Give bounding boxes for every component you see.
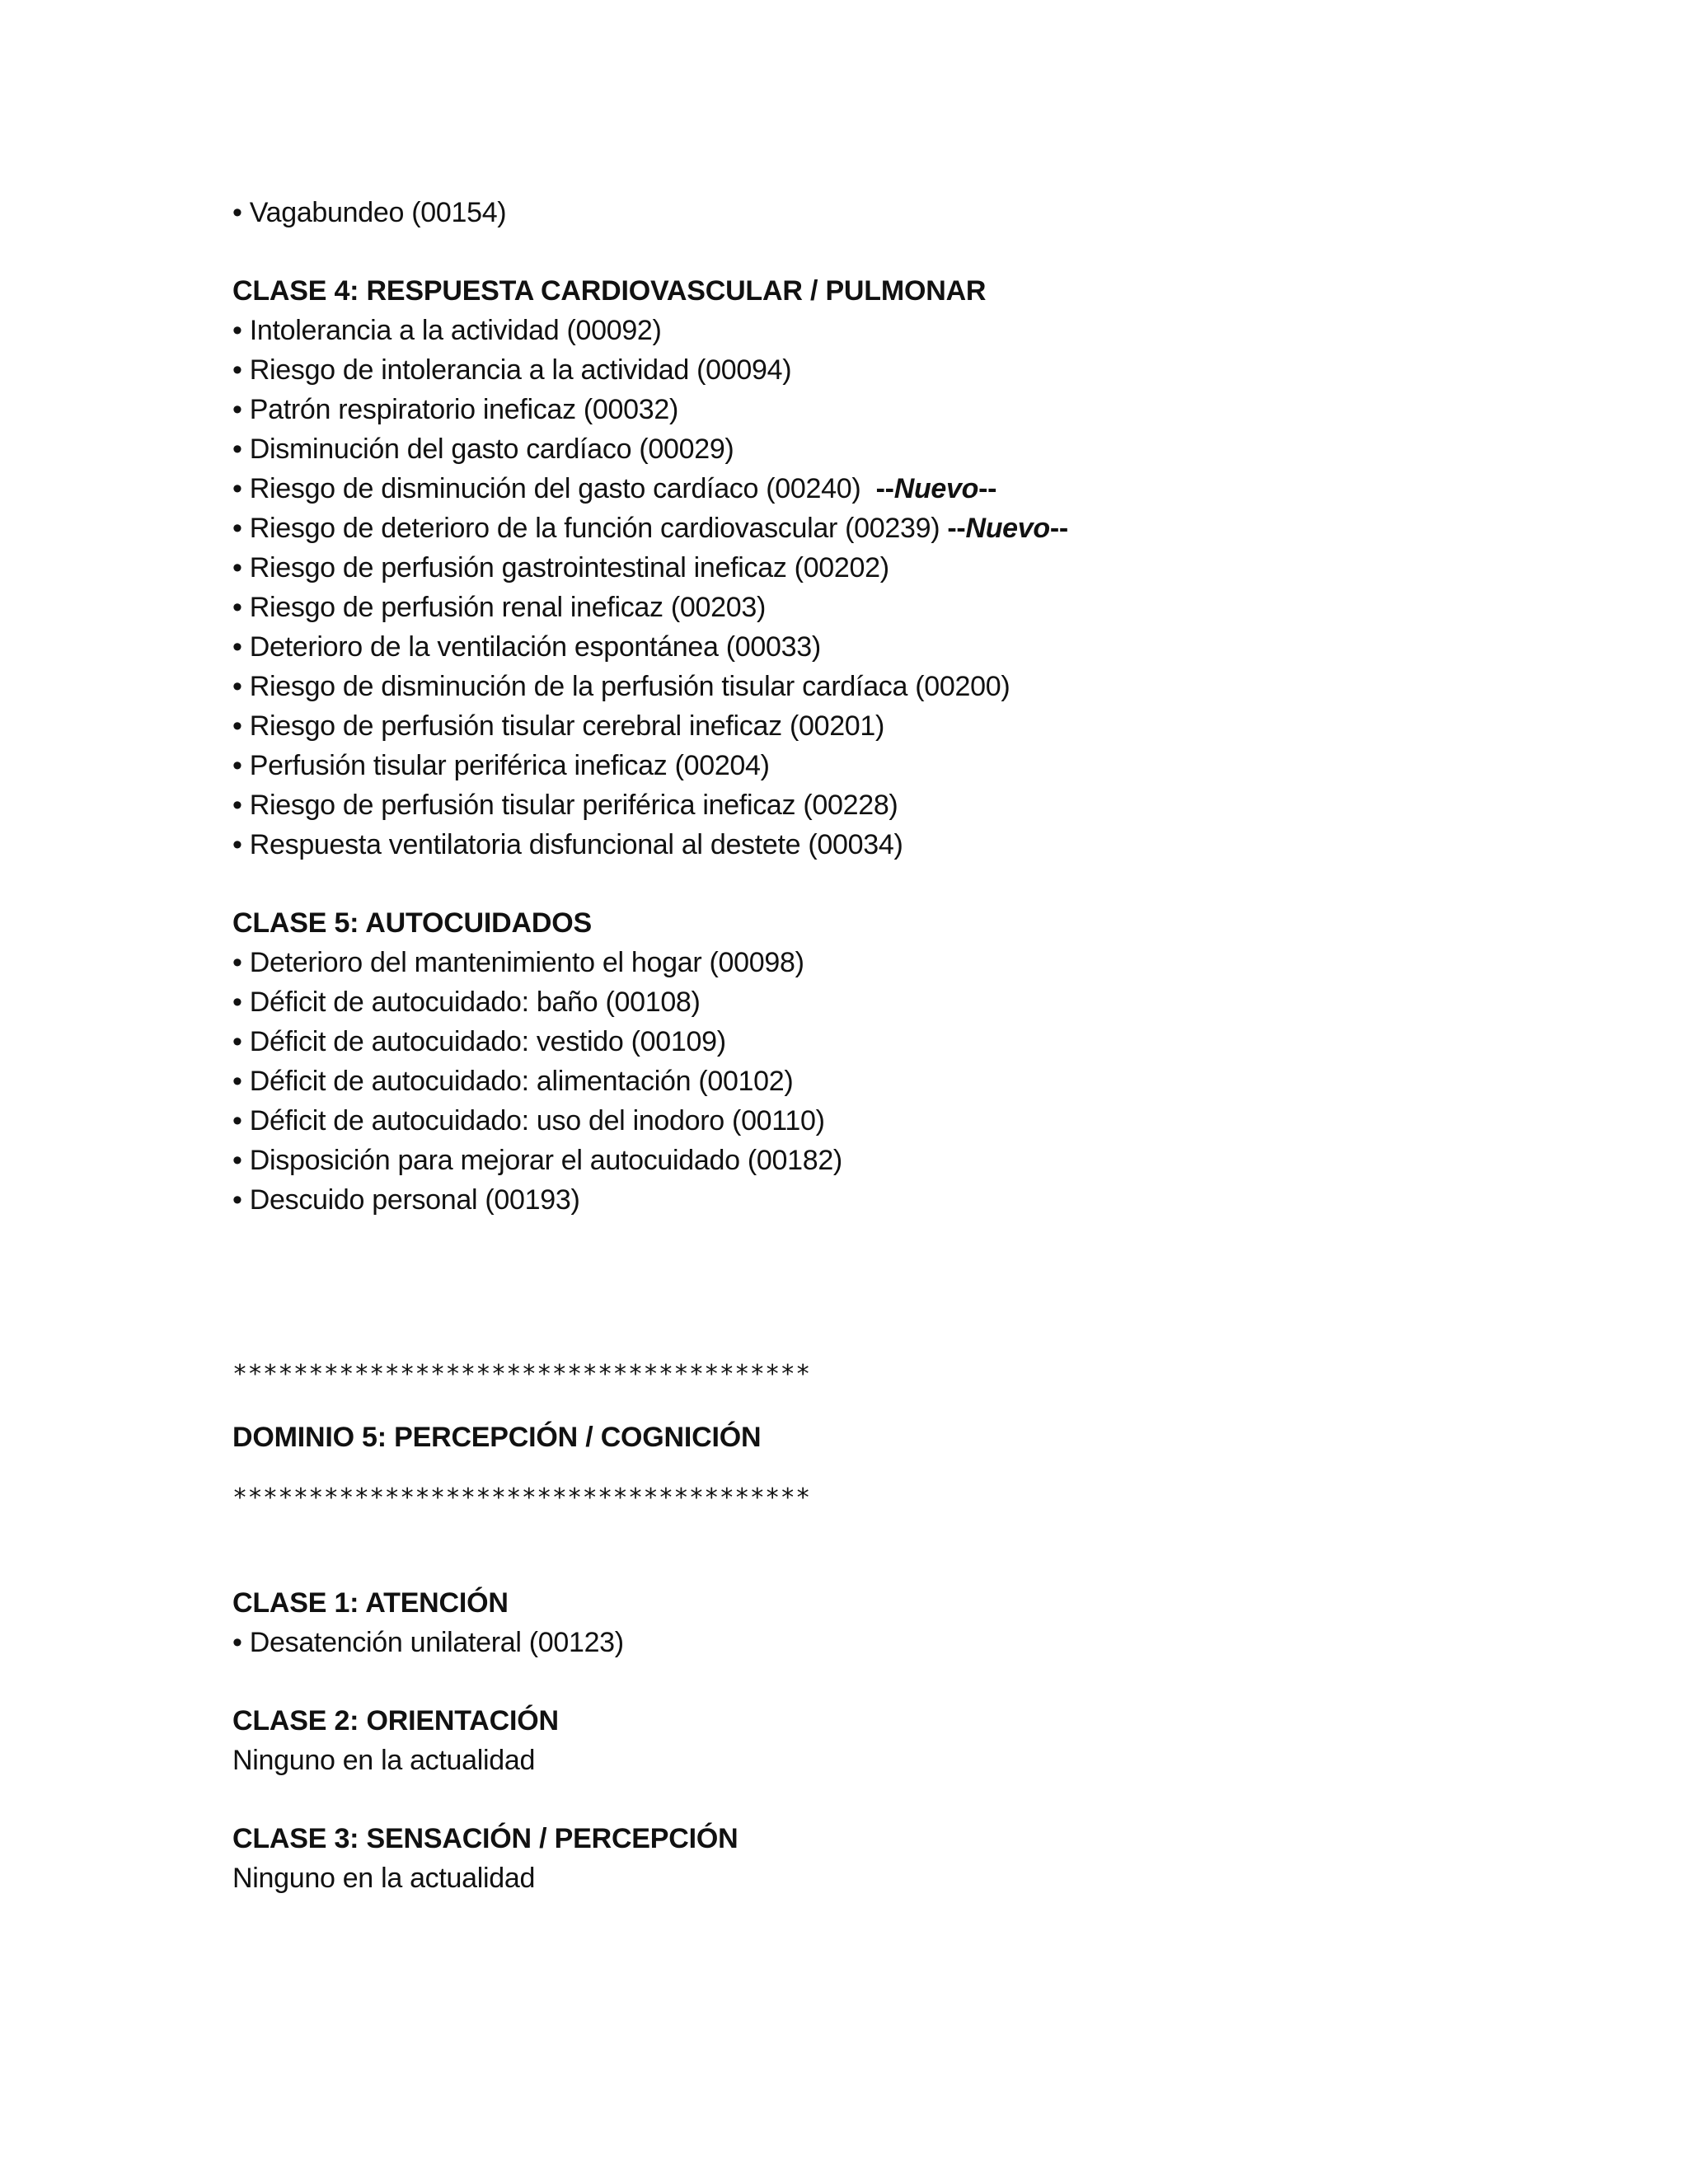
list-item: • Déficit de autocuidado: uso del inodoro (00110) [232,1105,825,1137]
list-item: • Disposición para mejorar el autocuidado (00182) [232,1145,842,1176]
separator-bottom: ************************************** [232,1483,811,1512]
list-item: • Riesgo de perfusión gastrointestinal ineficaz (00202) [232,552,889,583]
new-tag-dashes: -- [875,473,894,504]
list-item: • Riesgo de intolerancia a la actividad (00094) [232,354,792,386]
section-heading-d5-clase-1: CLASE 1: ATENCIÓN [232,1587,509,1619]
list-item: • Riesgo de perfusión tisular periférica ineficaz (00228) [232,790,898,821]
list-item: • Descuido personal (00193) [232,1184,580,1216]
list-item: • Vagabundeo (00154) [232,197,507,228]
list-item: • Perfusión tisular periférica ineficaz (00204) [232,750,770,781]
new-tag-word: Nuevo [893,473,979,504]
list-item-with-new-tag [232,510,1068,546]
list-item: • Disminución del gasto cardíaco (00029) [232,434,734,465]
list-item: • Riesgo de perfusión tisular cerebral ineficaz (00201) [232,710,885,742]
section-heading-d5-clase-3: CLASE 3: SENSACIÓN / PERCEPCIÓN [232,1823,738,1854]
list-item: • Deterioro de la ventilación espontánea (00033) [232,631,821,663]
list-item: • Déficit de autocuidado: vestido (00109) [232,1026,726,1057]
list-item: • Respuesta ventilatoria disfuncional al destete (00034) [232,829,903,860]
separator-top: ************************************** [232,1360,811,1389]
list-item: • Déficit de autocuidado: alimentación (00102) [232,1066,794,1097]
list-item: • Riesgo de perfusión renal ineficaz (00203) [232,592,766,623]
list-item-text: • Riesgo de disminución del gasto cardíaco (00240) [232,473,861,504]
list-item: • Riesgo de disminución de la perfusión tisular cardíaca (00200) [232,671,1010,702]
section-text: Ninguno en la actualidad [232,1863,536,1894]
new-tag-dashes: -- [947,513,966,544]
new-tag [947,513,1068,544]
list-item: • Deterioro del mantenimiento el hogar (00098) [232,947,804,978]
list-item: • Déficit de autocuidado: baño (00108) [232,987,701,1018]
new-tag [876,473,997,504]
domain-heading: DOMINIO 5: PERCEPCIÓN / COGNICIÓN [232,1422,762,1453]
new-tag-dashes: -- [1049,513,1068,544]
section-heading-clase-4: CLASE 4: RESPUESTA CARDIOVASCULAR / PULMONAR [232,275,987,307]
list-item: • Desatención unilateral (00123) [232,1627,624,1658]
list-item-with-new-tag [232,471,996,507]
new-tag-dashes: -- [978,473,997,504]
section-text: Ninguno en la actualidad [232,1745,536,1776]
list-item: • Intolerancia a la actividad (00092) [232,315,662,346]
new-tag-word: Nuevo [965,513,1050,544]
list-item-text: • Riesgo de deterioro de la función cardiovascular (00239) [232,513,940,544]
section-heading-d5-clase-2: CLASE 2: ORIENTACIÓN [232,1705,559,1736]
list-item: • Patrón respiratorio ineficaz (00032) [232,394,679,425]
section-heading-clase-5: CLASE 5: AUTOCUIDADOS [232,907,592,939]
